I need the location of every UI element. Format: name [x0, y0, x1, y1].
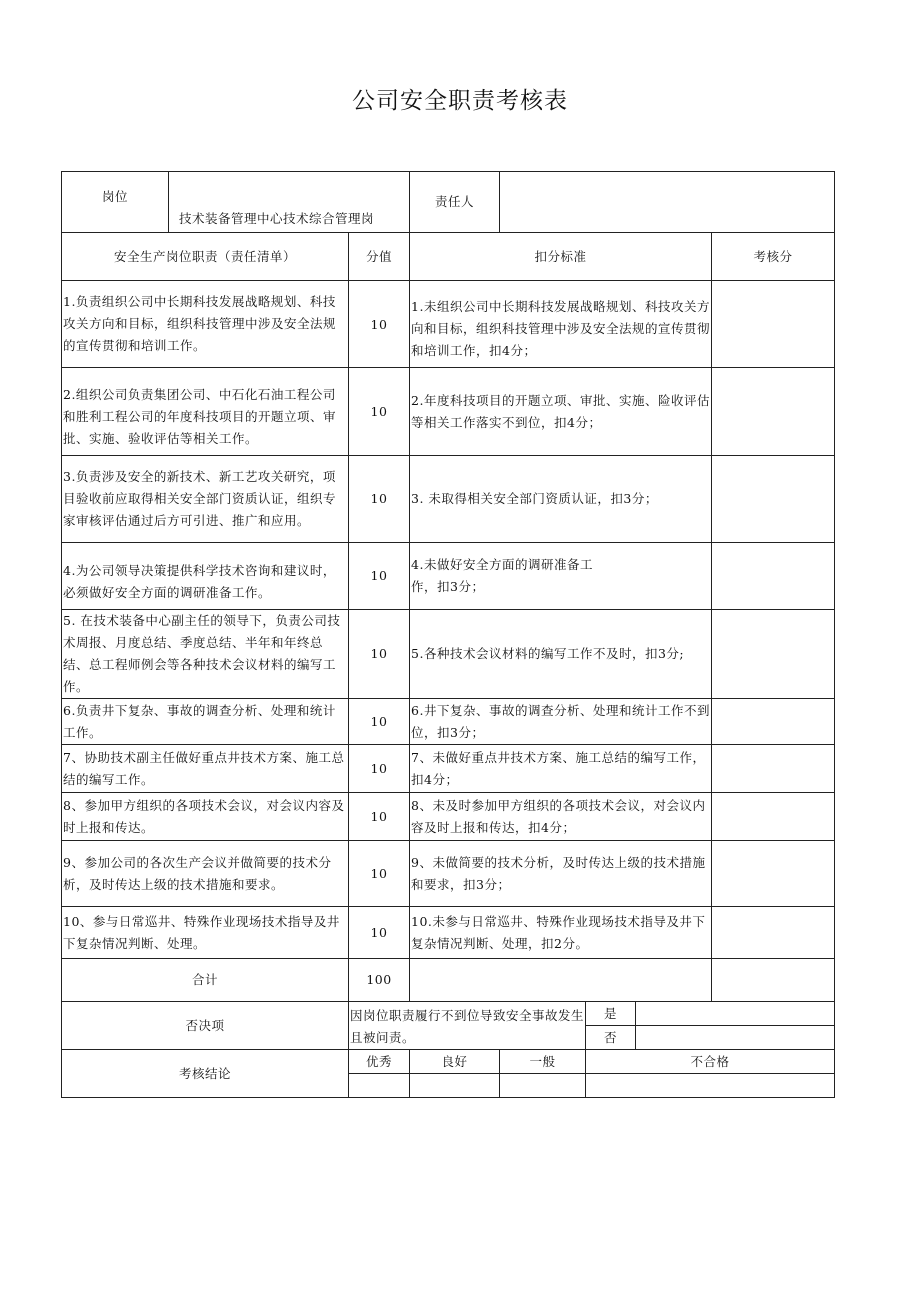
score-cell: 10	[349, 543, 410, 610]
conclusion-label: 考核结论	[62, 1050, 349, 1098]
table-row	[62, 456, 835, 543]
assessment-cell[interactable]	[712, 281, 835, 368]
table-row	[62, 841, 835, 907]
duty-cell: 8、参加甲方组织的各项技术会议，对会议内容及时上报和传达。	[62, 793, 349, 841]
duty-cell: 10、参与日常巡井、特殊作业现场技术指导及井下复杂情况判断、处理。	[62, 907, 349, 959]
column-score: 分值	[349, 233, 410, 281]
conclusion-value-average[interactable]	[500, 1074, 586, 1098]
deduction-cell: 6.井下复杂、事故的调查分析、处理和统计工作不到位，扣3分；	[410, 699, 712, 745]
assessment-cell[interactable]	[712, 368, 835, 456]
deduction-cell: 1.未组织公司中长期科技发展战略规划、科技攻关方向和目标，组织科技管理中涉及安全法规的宣传贯彻和培训工作，扣4分；	[410, 281, 712, 368]
responsible-value[interactable]	[500, 172, 835, 233]
score-cell: 10	[349, 368, 410, 456]
column-deduction: 扣分标准	[410, 233, 712, 281]
assessment-cell[interactable]	[712, 456, 835, 543]
conclusion-option-fail: 不合格	[586, 1050, 835, 1074]
veto-no-value[interactable]	[636, 1026, 835, 1050]
duty-cell: 3.负责涉及安全的新技术、新工艺攻关研究，项目验收前应取得相关安全部门资质认证，组织专家审核评估通过后方可引进、推广和应用。	[62, 456, 349, 543]
conclusion-row	[62, 1050, 835, 1074]
assessment-cell[interactable]	[712, 907, 835, 959]
total-label: 合计	[62, 959, 349, 1002]
score-cell: 10	[349, 281, 410, 368]
deduction-cell: 9、未做简要的技术分析，及时传达上级的技术措施和要求，扣3分；	[410, 841, 712, 907]
score-cell: 10	[349, 841, 410, 907]
assessment-cell[interactable]	[712, 610, 835, 699]
conclusion-option-good: 良好	[410, 1050, 500, 1074]
header-row	[62, 172, 835, 233]
deduction-cell: 8、未及时参加甲方组织的各项技术会议，对会议内容及时上报和传达，扣4分；	[410, 793, 712, 841]
total-row	[62, 959, 835, 1002]
deduction-cell: 10.未参与日常巡井、特殊作业现场技术指导及井下复杂情况判断、处理，扣2分。	[410, 907, 712, 959]
table-row	[62, 368, 835, 456]
page-title: 公司安全职责考核表	[352, 88, 568, 114]
duty-cell: 2.组织公司负责集团公司、中石化石油工程公司和胜利工程公司的年度科技项目的开题立项、审批、实施、验收评估等相关工作。	[62, 368, 349, 456]
veto-yes-label: 是	[586, 1002, 636, 1026]
table-row	[62, 281, 835, 368]
conclusion-value-fail[interactable]	[586, 1074, 835, 1098]
assessment-table	[61, 171, 835, 1098]
deduction-cell: 4.未做好安全方面的调研准备工作，扣3分；	[410, 543, 712, 610]
responsible-label: 责任人	[410, 172, 500, 233]
veto-yes-value[interactable]	[636, 1002, 835, 1026]
duty-cell: 5. 在技术装备中心副主任的领导下，负责公司技术周报、月度总结、季度总结、半年和年终总结、总工程师例会等各种技术会议材料的编写工作。	[62, 610, 349, 699]
duty-cell: 7、协助技术副主任做好重点井技术方案、施工总结的编写工作。	[62, 745, 349, 793]
total-deduction	[410, 959, 712, 1002]
column-assessment: 考核分	[712, 233, 835, 281]
total-score: 100	[349, 959, 410, 1002]
deduction-cell: 5.各种技术会议材料的编写工作不及时，扣3分;	[410, 610, 712, 699]
duty-cell: 1.负责组织公司中长期科技发展战略规划、科技攻关方向和目标，组织科技管理中涉及安全法规的宣传贯彻和培训工作。	[62, 281, 349, 368]
position-label: 岗位	[62, 172, 169, 233]
deduction-cell: 2.年度科技项目的开题立项、审批、实施、险收评估等相关工作落实不到位，扣4分；	[410, 368, 712, 456]
score-cell: 10	[349, 907, 410, 959]
score-cell: 10	[349, 610, 410, 699]
duty-cell: 9、参加公司的各次生产会议并做简要的技术分析，及时传达上级的技术措施和要求。	[62, 841, 349, 907]
column-duties: 安全生产岗位职责（责任清单）	[62, 233, 349, 281]
conclusion-value-excellent[interactable]	[349, 1074, 410, 1098]
table-row	[62, 610, 835, 699]
deduction-cell: 7、未做好重点井技术方案、施工总结的编写工作，扣4分；	[410, 745, 712, 793]
table-row	[62, 699, 835, 745]
assessment-cell[interactable]	[712, 841, 835, 907]
assessment-cell[interactable]	[712, 543, 835, 610]
position-value[interactable]: 技术装备管理中心技术综合管理岗	[169, 172, 410, 233]
score-cell: 10	[349, 793, 410, 841]
duty-cell: 6.负责井下复杂、事故的调查分析、处理和统计工作。	[62, 699, 349, 745]
total-assessment[interactable]	[712, 959, 835, 1002]
conclusion-value-good[interactable]	[410, 1074, 500, 1098]
assessment-cell[interactable]	[712, 699, 835, 745]
veto-label: 否决项	[62, 1002, 349, 1050]
veto-text: 因岗位职责履行不到位导致安全事故发生且被问责。	[349, 1002, 586, 1050]
assessment-cell[interactable]	[712, 745, 835, 793]
score-cell: 10	[349, 456, 410, 543]
table-row	[62, 907, 835, 959]
score-cell: 10	[349, 745, 410, 793]
table-row	[62, 745, 835, 793]
conclusion-option-excellent: 优秀	[349, 1050, 410, 1074]
veto-no-label: 否	[586, 1026, 636, 1050]
deduction-cell: 3. 未取得相关安全部门资质认证，扣3分；	[410, 456, 712, 543]
table-row	[62, 793, 835, 841]
assessment-cell[interactable]	[712, 793, 835, 841]
score-cell: 10	[349, 699, 410, 745]
table-row	[62, 543, 835, 610]
veto-row	[62, 1002, 835, 1026]
duty-cell: 4.为公司领导决策提供科学技术咨询和建议时，必须做好安全方面的调研准备工作。	[62, 543, 349, 610]
conclusion-option-average: 一般	[500, 1050, 586, 1074]
column-header-row	[62, 233, 835, 281]
